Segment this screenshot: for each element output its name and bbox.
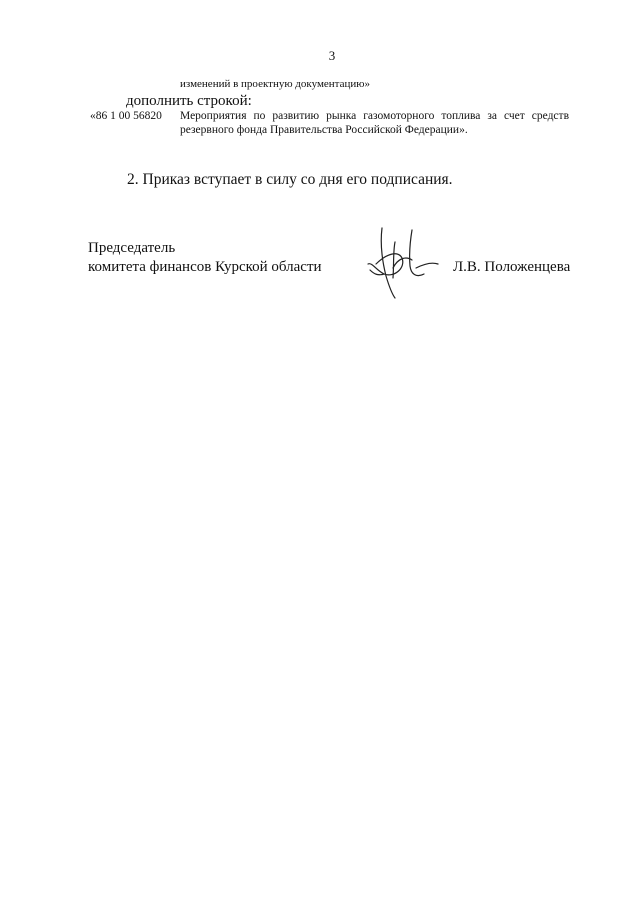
signatory-position-line-2: комитета финансов Курской области: [88, 259, 322, 275]
row-description-line-1: Мероприятия по развитию рынка газомоторного топлива за счет средств: [180, 110, 569, 122]
add-row-instruction: дополнить строкой:: [126, 93, 252, 109]
signatory-name: Л.В. Положенцева: [453, 259, 571, 275]
previous-row-text: изменений в проектную документацию»: [180, 78, 370, 90]
handwritten-signature-icon: [362, 224, 444, 300]
row-description-line-2: резервного фонда Правительства Российской Федерации».: [180, 124, 468, 136]
page-number: 3: [328, 48, 336, 63]
budget-code: «86 1 00 56820: [90, 110, 162, 122]
signatory-position-line-1: Председатель: [88, 240, 176, 256]
order-item-2: 2. Приказ вступает в силу со дня его подписания.: [127, 171, 453, 188]
